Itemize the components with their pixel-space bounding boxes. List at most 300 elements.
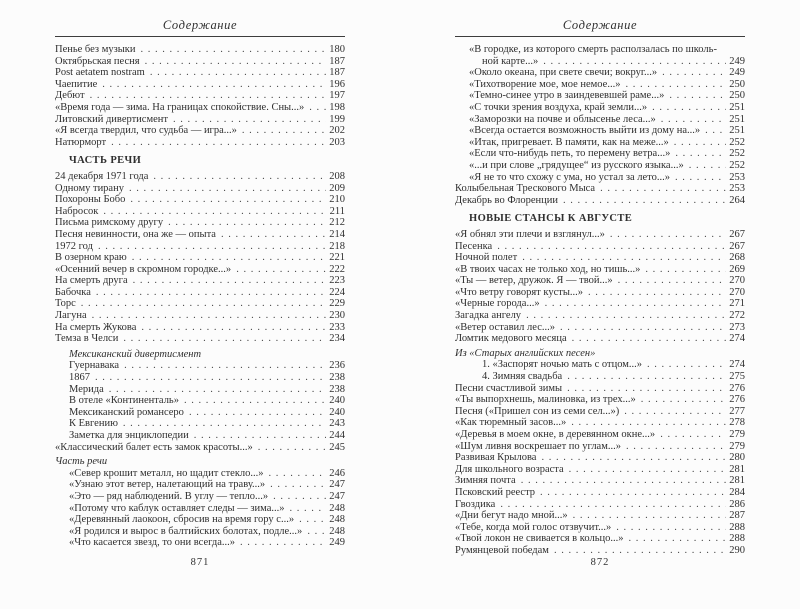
entry-page-number: 273 <box>729 321 745 333</box>
entry-page-number: 270 <box>729 275 745 287</box>
toc-row <box>55 322 345 334</box>
entry-page-number: 245 <box>329 441 345 453</box>
entry-page-number: 218 <box>329 240 345 252</box>
toc-row <box>55 298 345 310</box>
toc-entry-title: «Деревья в моем окне, в деревянном окне...» <box>455 429 656 440</box>
toc-row <box>55 503 345 515</box>
toc-row <box>55 349 345 361</box>
entry-page-number: 223 <box>329 275 345 287</box>
entry-page-number: 187 <box>329 55 345 67</box>
entry-page-number: 268 <box>729 252 745 264</box>
dot-leader <box>132 252 327 264</box>
toc-entry-title: «С точки зрения воздуха, край земли...» <box>469 101 648 113</box>
toc-row <box>455 90 745 102</box>
toc-entry-title: «...и при слове „грядущее“ из русского языка...» <box>469 159 684 171</box>
toc-entry-title: «Ты выпорхнешь, малиновка, из трех...» <box>455 394 636 406</box>
toc-row <box>455 183 745 195</box>
toc-row <box>455 264 745 276</box>
toc-entry-title: Гуернавака <box>69 360 120 372</box>
toc-entry-title: Гвоздика <box>455 498 496 510</box>
entry-page-number: 278 <box>729 417 745 429</box>
dot-leader <box>610 229 726 241</box>
entry-page-number: 229 <box>329 298 345 310</box>
toc-entry-title: Бабочка <box>55 286 91 298</box>
dot-leader <box>124 360 326 372</box>
toc-row <box>455 241 745 253</box>
toc-entry-title: «Ты — ветер, дружок. Я — твой...» <box>455 275 613 287</box>
entry-page-number: 279 <box>729 440 745 452</box>
section-heading <box>55 155 345 167</box>
toc-entry-title: «В городке, из которого смерть расползалась по школь- <box>469 44 717 55</box>
toc-entry-title: Дебют <box>55 90 85 102</box>
toc-row <box>455 195 745 207</box>
dot-leader <box>184 395 326 407</box>
entry-page-number: 211 <box>329 205 345 217</box>
toc-row <box>55 125 345 137</box>
dot-leader <box>242 125 326 137</box>
entry-page-number: 274 <box>729 333 745 345</box>
entry-page-number: 199 <box>329 113 345 125</box>
entry-page-number: 275 <box>729 371 745 383</box>
toc-entry-title: ной карте...» <box>482 55 539 67</box>
toc-entry-title: Часть речи <box>55 456 108 468</box>
entry-page-number: 251 <box>729 113 745 125</box>
dot-leader <box>111 137 326 149</box>
entry-page-number: 264 <box>729 194 745 206</box>
toc-entry-title: К Евгению <box>69 418 118 430</box>
toc-row <box>55 44 345 56</box>
toc-entry-title: В отеле «Континенталь» <box>69 395 179 407</box>
dot-leader <box>543 56 726 68</box>
toc-row <box>55 241 345 253</box>
toc-row <box>55 252 345 264</box>
toc-entry-title: На смерть Жукова <box>55 321 137 333</box>
entry-page-number: 267 <box>729 240 745 252</box>
entry-page-number: 230 <box>329 310 345 322</box>
toc-row <box>55 537 345 549</box>
toc-entry-title: «Итак, пригревает. В памяти, как на меже...» <box>469 136 669 148</box>
toc-row <box>455 137 745 149</box>
dot-leader <box>102 79 326 91</box>
toc-entry-title: «Север крошит металл, но щадит стекло...» <box>69 467 264 479</box>
dot-leader <box>541 452 726 464</box>
dot-leader <box>270 479 326 491</box>
toc-row <box>455 125 745 137</box>
section-heading <box>455 213 745 225</box>
entry-page-number: 221 <box>329 252 345 264</box>
entry-page-number: 208 <box>329 170 345 182</box>
toc-entry-title: Румянцевой победам <box>455 544 549 556</box>
dot-leader <box>309 102 326 114</box>
entry-page-number: 197 <box>329 90 345 102</box>
dot-leader <box>645 264 726 276</box>
dot-leader <box>554 545 726 557</box>
toc-row <box>455 333 745 345</box>
folio-page-number: 871 <box>190 557 210 568</box>
dot-leader <box>661 114 726 126</box>
dot-leader <box>675 148 726 160</box>
toc-entry-title: Лагуна <box>55 310 87 322</box>
entry-page-number: 203 <box>329 136 345 148</box>
toc-row <box>55 468 345 480</box>
page-header: Содержание <box>55 18 345 37</box>
toc-page-right <box>455 18 745 570</box>
entry-page-number: 248 <box>329 502 345 514</box>
toc-row <box>55 67 345 79</box>
entry-page-number: 240 <box>329 395 345 407</box>
entry-page-number: 248 <box>329 514 345 526</box>
toc-row <box>455 275 745 287</box>
entry-page-number: 212 <box>329 217 345 229</box>
toc-entry-title: Ломтик медового месяца <box>455 333 567 345</box>
entry-page-number: 253 <box>729 183 745 195</box>
toc-entry-title: «Потому что каблук оставляет следы — зима...» <box>69 502 285 514</box>
toc-row <box>455 172 745 184</box>
toc-entry-title: Письма римскому другу <box>55 217 164 229</box>
toc-entry-title: «Шум ливня воскрешает по углам...» <box>455 440 621 452</box>
toc-entry-title: «В твоих часах не только ход, но тишь...» <box>455 263 641 275</box>
dot-leader <box>103 206 326 218</box>
toc-entry-title: Из «Старых английских песен» <box>455 347 596 359</box>
toc-row <box>455 252 745 264</box>
toc-entry-title: «Тихотворение мое, мое немое...» <box>469 78 621 90</box>
toc-entry-title: 4. Зимняя свадьба <box>482 371 563 383</box>
toc-entry-title: Натюрморт <box>55 136 107 148</box>
toc-entry-title: На смерть друга <box>55 275 128 287</box>
dot-leader <box>616 522 726 534</box>
toc-row <box>455 499 745 511</box>
toc-entry-title: «Узнаю этот ветер, налетающий на траву...» <box>69 479 266 491</box>
entry-page-number: 198 <box>329 101 345 113</box>
entry-page-number: 187 <box>329 67 345 79</box>
dot-leader <box>307 526 326 538</box>
toc-page-left <box>55 18 345 570</box>
toc-row <box>455 348 745 360</box>
entry-page-number: 247 <box>329 479 345 491</box>
toc-row <box>55 360 345 372</box>
entry-page-number: 272 <box>729 310 745 322</box>
toc-row <box>55 183 345 195</box>
toc-entry-title: Темза в Челси <box>55 333 119 345</box>
toc-entry-title: Заметка для энциклопедии <box>69 430 189 441</box>
toc-row <box>455 533 745 545</box>
entry-page-number: 284 <box>729 486 745 498</box>
entry-page-number: 271 <box>729 298 745 310</box>
toc-entry-title: 24 декабря 1971 года <box>55 170 149 182</box>
toc-row <box>455 545 745 557</box>
dot-leader <box>689 160 727 172</box>
toc-row <box>455 510 745 522</box>
toc-entry-title: Ночной полет <box>455 252 518 264</box>
toc-row <box>455 452 745 464</box>
toc-entry-title: Развивая Крылова <box>455 452 537 464</box>
dot-leader <box>567 383 726 395</box>
toc-row <box>455 102 745 114</box>
toc-entry-title: НОВЫЕ СТАНСЫ К АВГУСТЕ <box>469 213 633 225</box>
dot-leader <box>150 67 326 79</box>
entry-page-number: 274 <box>729 359 745 371</box>
toc-entry-title: Пенье без музыки <box>55 44 136 55</box>
entry-page-number: 202 <box>329 125 345 137</box>
toc-row <box>455 383 745 395</box>
toc-row <box>455 287 745 299</box>
toc-row <box>455 114 745 126</box>
dot-leader <box>641 394 727 406</box>
toc-row <box>455 487 745 499</box>
dot-leader <box>141 322 326 334</box>
entry-page-number: 252 <box>729 159 745 171</box>
dot-leader <box>540 487 726 499</box>
toc-entry-title: «Ветер оставил лес...» <box>455 321 555 333</box>
entry-page-number: 288 <box>729 521 745 533</box>
toc-row <box>455 441 745 453</box>
toc-row <box>455 298 745 310</box>
toc-entry-title: «Я родился и вырос в балтийских болотах, подле...» <box>69 525 303 537</box>
toc-entry-title: «Осенний вечер в скромном городке...» <box>55 263 232 275</box>
folio-page-number: 872 <box>590 557 610 568</box>
entry-page-number: 279 <box>729 429 745 440</box>
dot-leader <box>521 475 727 487</box>
toc-entry-title: Одному тирану <box>55 182 124 194</box>
dot-leader <box>526 310 726 322</box>
entry-page-number: 270 <box>729 286 745 298</box>
toc-entry-title: Песни счастливой зимы <box>455 382 563 394</box>
entry-page-number: 180 <box>329 44 345 55</box>
toc-entry-title: Колыбельная Трескового Мыса <box>455 183 596 195</box>
toc-row <box>55 217 345 229</box>
entry-page-number: 246 <box>329 467 345 479</box>
toc-row <box>55 310 345 322</box>
dot-leader <box>500 499 726 511</box>
toc-row <box>55 333 345 345</box>
toc-row <box>55 206 345 218</box>
dot-leader <box>618 275 727 287</box>
dot-leader <box>130 194 326 206</box>
entry-page-number: 248 <box>329 525 345 537</box>
entry-page-number: 210 <box>329 194 345 206</box>
toc-row <box>455 475 745 487</box>
toc-entry-title: 1. «Заспорят ночью мать с отцом...» <box>482 359 643 371</box>
entry-page-number: 290 <box>729 544 745 556</box>
entry-page-number: 238 <box>329 383 345 395</box>
toc-row <box>55 90 345 102</box>
dot-leader <box>168 217 326 229</box>
dot-leader <box>221 229 326 241</box>
dot-leader <box>652 102 726 114</box>
toc-entry-title: Мексиканский романсеро <box>69 406 184 418</box>
toc-entry-title: «Деревянный лаокоон, сбросив на время гору с...» <box>69 514 295 526</box>
toc-entry-title: 1972 год <box>55 240 93 252</box>
entry-page-number: 240 <box>329 406 345 418</box>
toc-entry-title: «Что касается звезд, то они всегда...» <box>69 537 236 549</box>
dot-leader <box>497 241 726 253</box>
toc-row <box>455 310 745 322</box>
toc-entry-title: ЧАСТЬ РЕЧИ <box>69 155 142 167</box>
toc-row <box>55 384 345 396</box>
dot-leader <box>662 67 726 79</box>
dot-leader <box>258 442 327 454</box>
entry-page-number: 244 <box>329 430 345 441</box>
dot-leader <box>675 172 726 184</box>
dot-leader <box>109 384 327 396</box>
toc-entry-title: Набросок <box>55 205 99 217</box>
entry-page-number: 238 <box>329 372 345 384</box>
dot-leader <box>545 298 727 310</box>
entry-page-number: 233 <box>329 321 345 333</box>
dot-leader <box>90 90 327 102</box>
entry-page-number: 253 <box>729 171 745 183</box>
dot-leader <box>133 275 327 287</box>
dot-leader <box>571 417 726 429</box>
entry-page-number: 243 <box>329 418 345 430</box>
toc-row <box>455 148 745 160</box>
toc-row <box>455 67 745 79</box>
toc-entry-title: «Я не то что схожу с ума, но устал за лето...» <box>469 171 670 183</box>
toc-entry-title: «Я всегда твердил, что судьба — игра...» <box>55 125 237 137</box>
entry-page-number: 281 <box>729 463 745 475</box>
toc-row <box>455 522 745 534</box>
toc-row <box>455 160 745 172</box>
dot-leader <box>600 183 726 195</box>
toc-entry-title: «Дни бегут надо мной...» <box>455 510 568 522</box>
toc-entry-title: Декабрь во Флоренции <box>455 194 558 206</box>
toc-row <box>455 406 745 418</box>
toc-entry-title: 1867 <box>69 372 90 384</box>
toc-entry-title: В озерном краю <box>55 252 127 264</box>
dot-leader <box>236 264 326 276</box>
toc-row <box>55 287 345 299</box>
toc-row <box>455 359 745 371</box>
toc-row <box>55 491 345 503</box>
dot-leader <box>522 252 726 264</box>
dot-leader <box>273 491 326 503</box>
toc-entry-title: «Что ветру говорят кусты...» <box>455 286 584 298</box>
toc-row <box>55 102 345 114</box>
toc-row <box>455 79 745 91</box>
entry-page-number: 247 <box>329 490 345 502</box>
dot-leader <box>705 125 726 137</box>
entry-page-number: 222 <box>329 263 345 275</box>
toc-entry-title: «Тебе, когда мой голос отзвучит...» <box>455 521 612 533</box>
dot-leader <box>569 464 727 476</box>
toc-row <box>55 229 345 241</box>
entry-page-number: 288 <box>729 533 745 545</box>
dot-leader <box>153 171 326 183</box>
entry-page-number: 269 <box>729 263 745 275</box>
toc-row <box>455 371 745 383</box>
entry-page-number: 277 <box>729 405 745 417</box>
toc-entry-title: Песня невинности, она же — опыта <box>55 228 216 240</box>
toc-entry-title: «Около океана, при свете свечи; вокруг...» <box>469 67 658 79</box>
entry-page-number: 287 <box>729 510 745 522</box>
toc-entry-title: Загадка ангелу <box>455 310 522 322</box>
toc-entry-title: «Классический балет есть замок красоты...» <box>55 441 253 453</box>
dot-leader <box>625 79 726 91</box>
toc-entry-title: Чаепитие <box>55 78 98 90</box>
toc-row <box>55 526 345 538</box>
dot-leader <box>123 418 326 430</box>
dot-leader <box>572 333 727 345</box>
toc-entry-title: «Заморозки на почве и облысенье леса...» <box>469 113 656 125</box>
dot-leader <box>674 137 727 149</box>
dot-leader <box>81 298 326 310</box>
toc-row <box>55 456 345 468</box>
toc-row <box>455 417 745 429</box>
toc-row <box>55 56 345 68</box>
toc-entry-title: Post aetatem nostram <box>55 67 145 79</box>
toc-entry-title: Для школьного возраста <box>455 463 564 475</box>
dot-leader <box>173 114 326 126</box>
toc-entry-title: Литовский дивертисмент <box>55 113 168 125</box>
toc-row <box>455 56 745 68</box>
toc-row <box>55 171 345 183</box>
dot-leader <box>626 441 726 453</box>
entry-page-number: 209 <box>329 182 345 194</box>
toc-row <box>55 79 345 91</box>
toc-entry-title: «Если что-нибудь петь, то перемену ветра...» <box>469 148 671 160</box>
entry-page-number: 251 <box>729 125 745 137</box>
entry-page-number: 249 <box>729 67 745 79</box>
entry-page-number: 236 <box>329 360 345 372</box>
page-header: Содержание <box>455 18 745 37</box>
toc-entry-title: Зимняя почта <box>455 475 516 487</box>
dot-leader <box>624 406 726 418</box>
dot-leader <box>141 44 327 56</box>
toc-entry-title: Похороны Бобо <box>55 194 126 206</box>
entry-page-number: 276 <box>729 382 745 394</box>
entry-page-number: 286 <box>729 498 745 510</box>
toc-row <box>55 114 345 126</box>
entry-page-number: 250 <box>729 90 745 102</box>
entry-page-number: 214 <box>329 228 345 240</box>
toc-entry-title: Песня («Пришел сон из семи сел...») <box>455 405 620 417</box>
entry-page-number: 281 <box>729 475 745 487</box>
dot-leader <box>573 510 727 522</box>
dot-leader <box>145 56 327 68</box>
dot-leader <box>96 287 326 299</box>
toc-row <box>55 479 345 491</box>
toc-row <box>455 429 745 441</box>
toc-row <box>55 194 345 206</box>
toc-entry-title: «Это — ряд наблюдений. В углу — тепло...» <box>69 490 269 502</box>
dot-leader <box>189 407 326 419</box>
toc-row <box>55 372 345 384</box>
dot-leader <box>289 503 326 515</box>
entry-page-number: 250 <box>729 78 745 90</box>
dot-leader <box>98 241 326 253</box>
entry-page-number: 196 <box>329 78 345 90</box>
entry-page-number: 280 <box>729 452 745 464</box>
entry-page-number: 252 <box>729 148 745 160</box>
dot-leader <box>669 90 726 102</box>
dot-leader <box>567 371 726 383</box>
dot-leader <box>269 468 327 480</box>
dot-leader <box>95 372 326 384</box>
dot-leader <box>194 430 326 442</box>
toc-entry-title: Октябрьская песня <box>55 55 140 67</box>
toc-row <box>455 229 745 241</box>
toc-entry-title: «Время года — зима. На границах спокойствие. Сны...» <box>55 101 305 113</box>
toc-list <box>55 44 345 549</box>
dot-leader <box>647 359 726 371</box>
entry-page-number: 276 <box>729 394 745 406</box>
toc-entry-title: Мексиканский дивертисмент <box>69 348 202 360</box>
toc-entry-title: «Всегда остается возможность выйти из дому на...» <box>469 125 701 137</box>
toc-entry-title: Псковский реестр <box>455 486 536 498</box>
dot-leader <box>129 183 326 195</box>
entry-page-number: 224 <box>329 286 345 298</box>
toc-row <box>55 275 345 287</box>
